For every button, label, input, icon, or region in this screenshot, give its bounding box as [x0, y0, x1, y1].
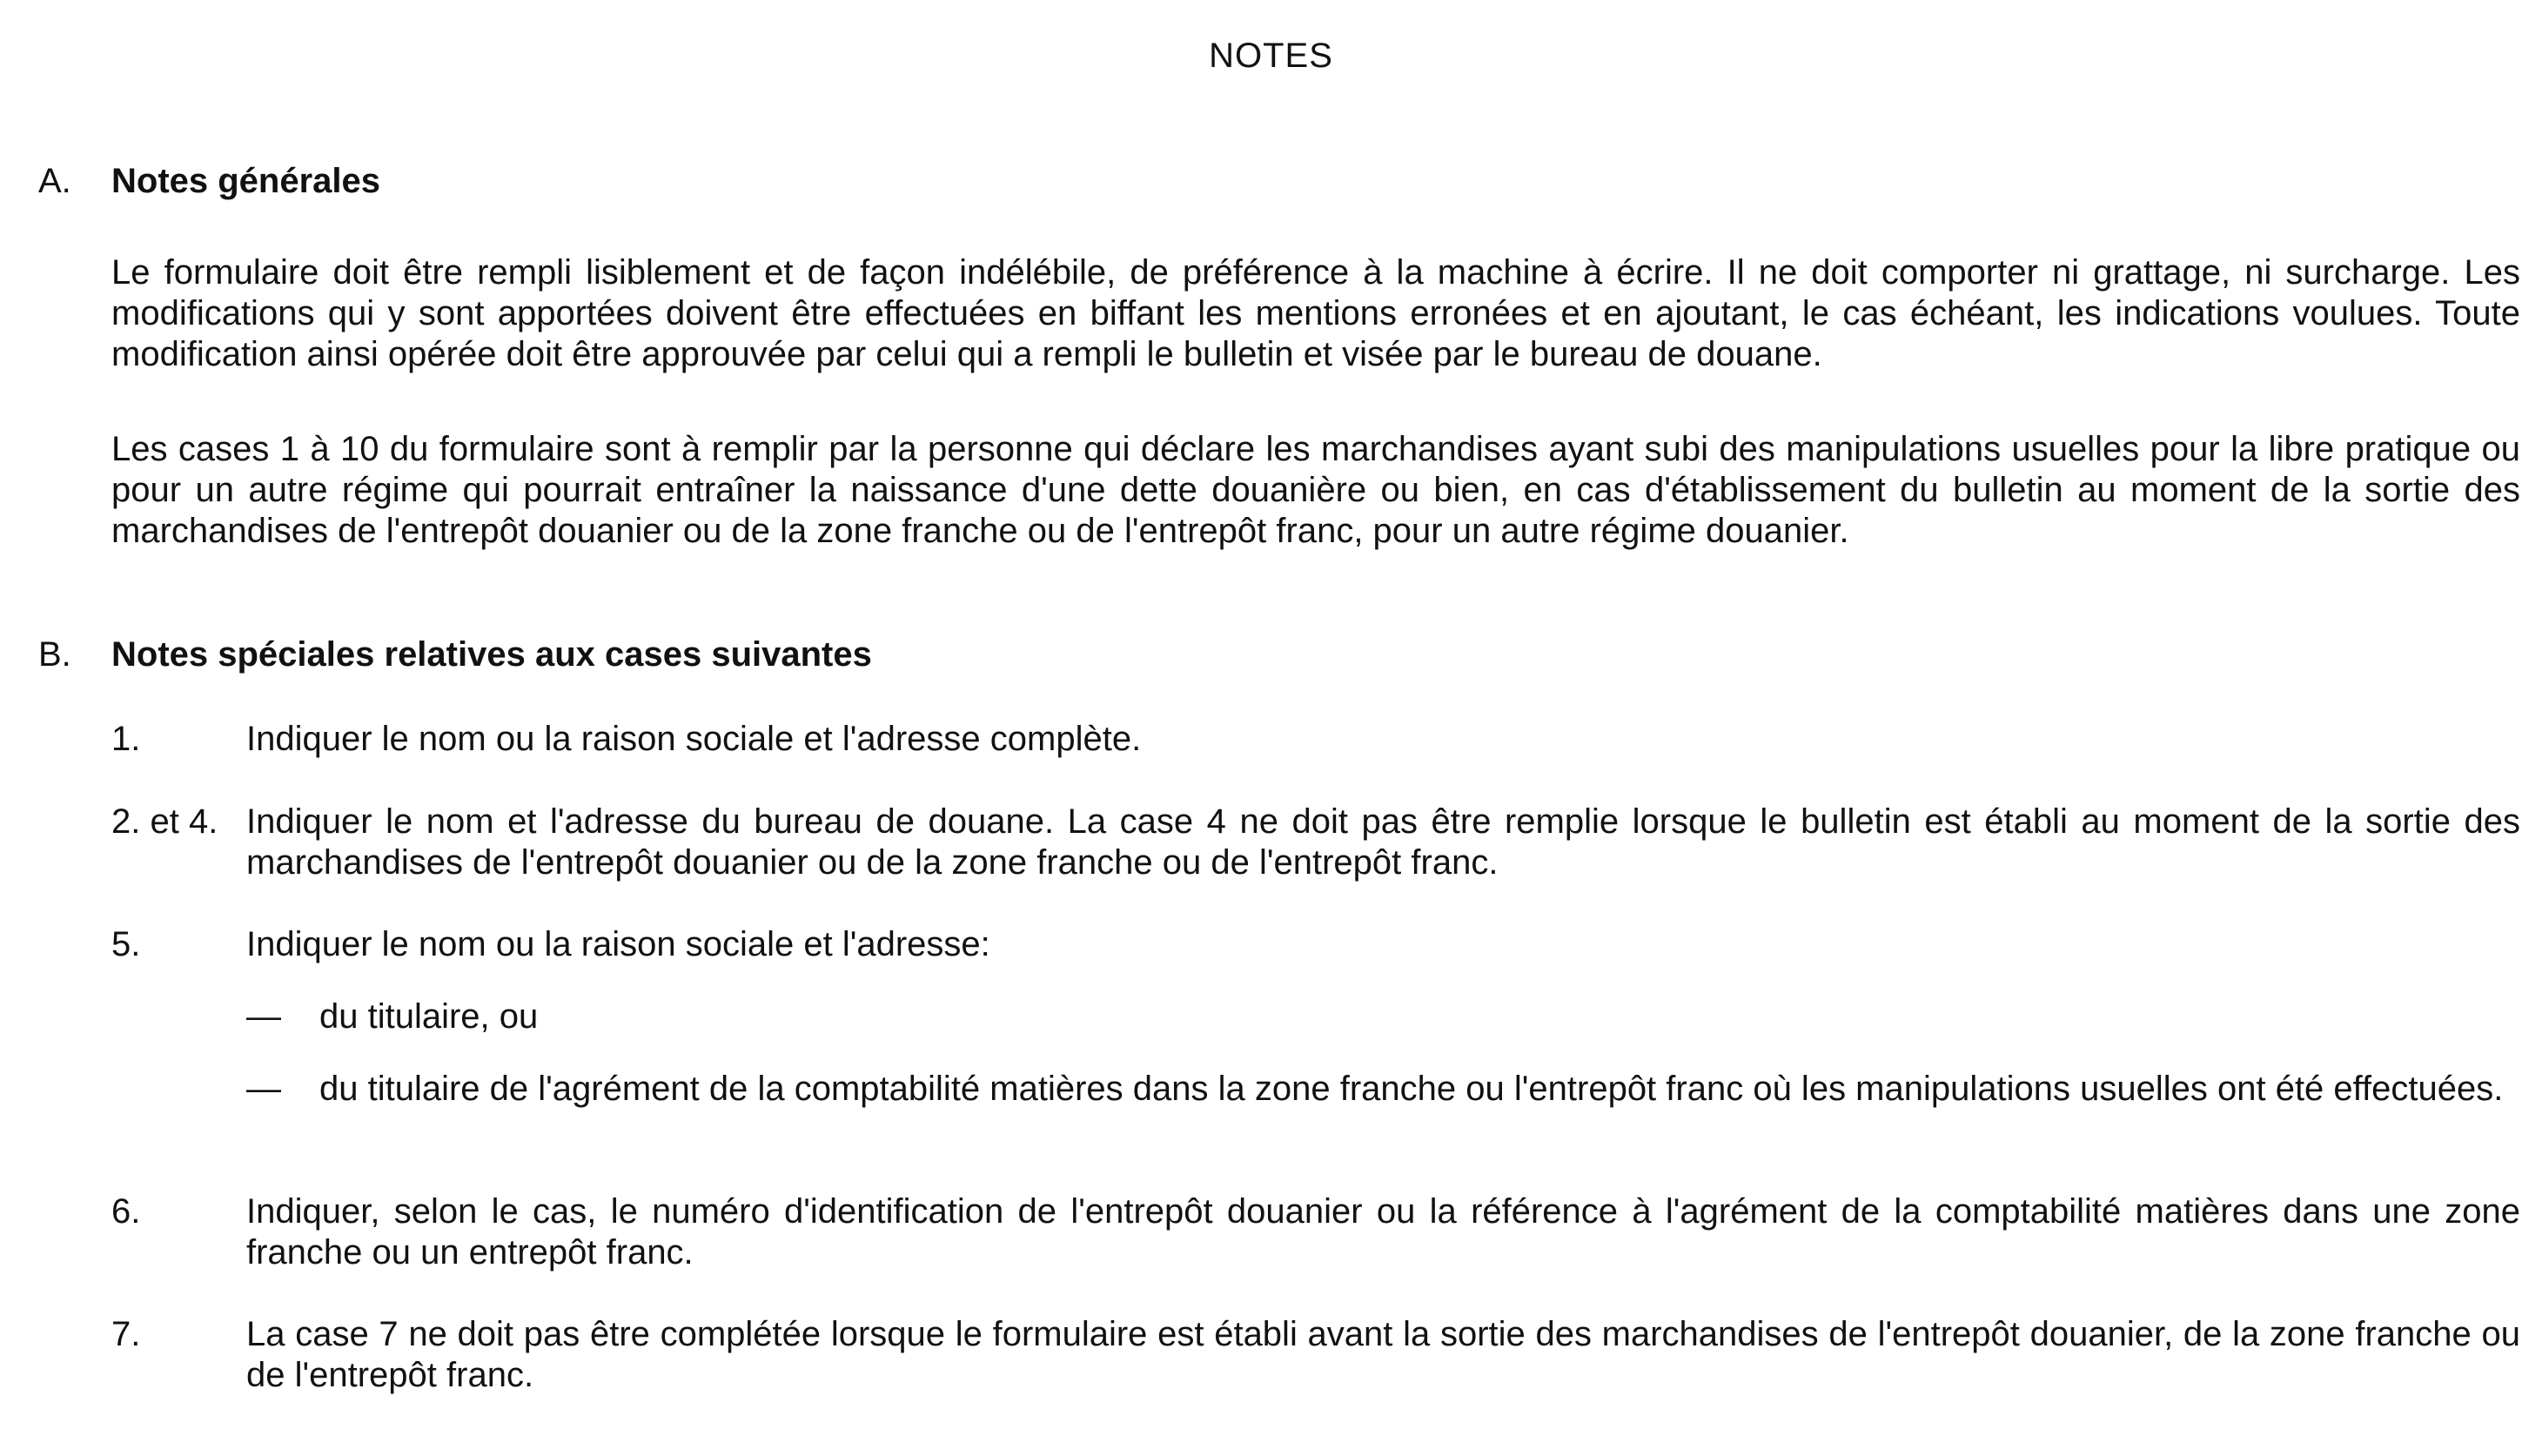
- dash-item: [246, 996, 2520, 1037]
- list-item: [111, 924, 2520, 965]
- list-item: [111, 802, 2520, 883]
- section-b-title: Notes spéciales relatives aux cases suivantes: [111, 635, 872, 674]
- section-a-paragraph-1: Le formulaire doit être rempli lisiblement et de façon indélébile, de préférence à la machine à écrire. Il ne doit comporter ni grattage, ni surcharge. Les modifications qui y sont apportées doivent être effectuées en biffant les mentions erronées et en ajoutant, le cas échéant, les indications voulues. Toute modification ainsi opérée doit être approuvée par celui qui a rempli le bulletin et visée par le bureau de douane.: [111, 253, 2520, 373]
- item-text: La case 7 ne doit pas être complétée lorsque le formulaire est établi avant la sortie des marchandises de l'entrepôt douanier, de la zone franche ou de l'entrepôt franc.: [246, 1315, 2520, 1394]
- item-text: Indiquer le nom ou la raison sociale et l'adresse complète.: [246, 720, 1142, 758]
- list-item: [111, 1191, 2520, 1273]
- list-item: [111, 1314, 2520, 1396]
- page-title: NOTES: [1209, 37, 1333, 75]
- section-a-title: Notes générales: [111, 162, 381, 200]
- section-a-paragraph-2: Les cases 1 à 10 du formulaire sont à remplir par la personne qui déclare les marchandises ayant subi des manipulations usuelles pour la libre pratique ou pour un autre régime qui pourrait entraîner la naissance d'une dette douanière ou bien, en cas d'établissement du bulletin au moment de la sortie des marchandises de l'entrepôt douanier ou de la zone franche ou de l'entrepôt franc, pour un autre régime douanier.: [111, 430, 2520, 550]
- dash-text: du titulaire, ou: [319, 997, 539, 1036]
- item-number: 2. et 4.: [111, 802, 218, 841]
- section-a-letter: A.: [38, 162, 71, 200]
- section-a-heading: [38, 162, 380, 201]
- section-b-letter: B.: [38, 635, 71, 674]
- item-number: 5.: [111, 925, 141, 963]
- item-text: Indiquer le nom ou la raison sociale et l'adresse:: [246, 925, 990, 963]
- item-number: 7.: [111, 1315, 141, 1353]
- item-text: Indiquer le nom et l'adresse du bureau de douane. La case 4 ne doit pas être remplie lorsque le bulletin est établi au moment de la sortie des marchandises de l'entrepôt douanier ou de la zone franche ou de l'entrepôt franc.: [246, 802, 2520, 882]
- section-b-heading: [38, 635, 872, 674]
- dash-mark: —: [246, 1070, 281, 1108]
- dash-mark: —: [246, 997, 281, 1036]
- list-item: [111, 719, 2520, 760]
- item-number: 6.: [111, 1192, 141, 1231]
- dash-item: [246, 1069, 2520, 1110]
- item-number: 1.: [111, 720, 141, 758]
- dash-text: du titulaire de l'agrément de la comptabilité matières dans la zone franche ou l'entrepôt franc où les manipulations usuelles ont été effectuées.: [319, 1070, 2504, 1108]
- item-text: Indiquer, selon le cas, le numéro d'identification de l'entrepôt douanier ou la référence à l'agrément de la comptabilité matières dans une zone franche ou un entrepôt franc.: [246, 1192, 2520, 1271]
